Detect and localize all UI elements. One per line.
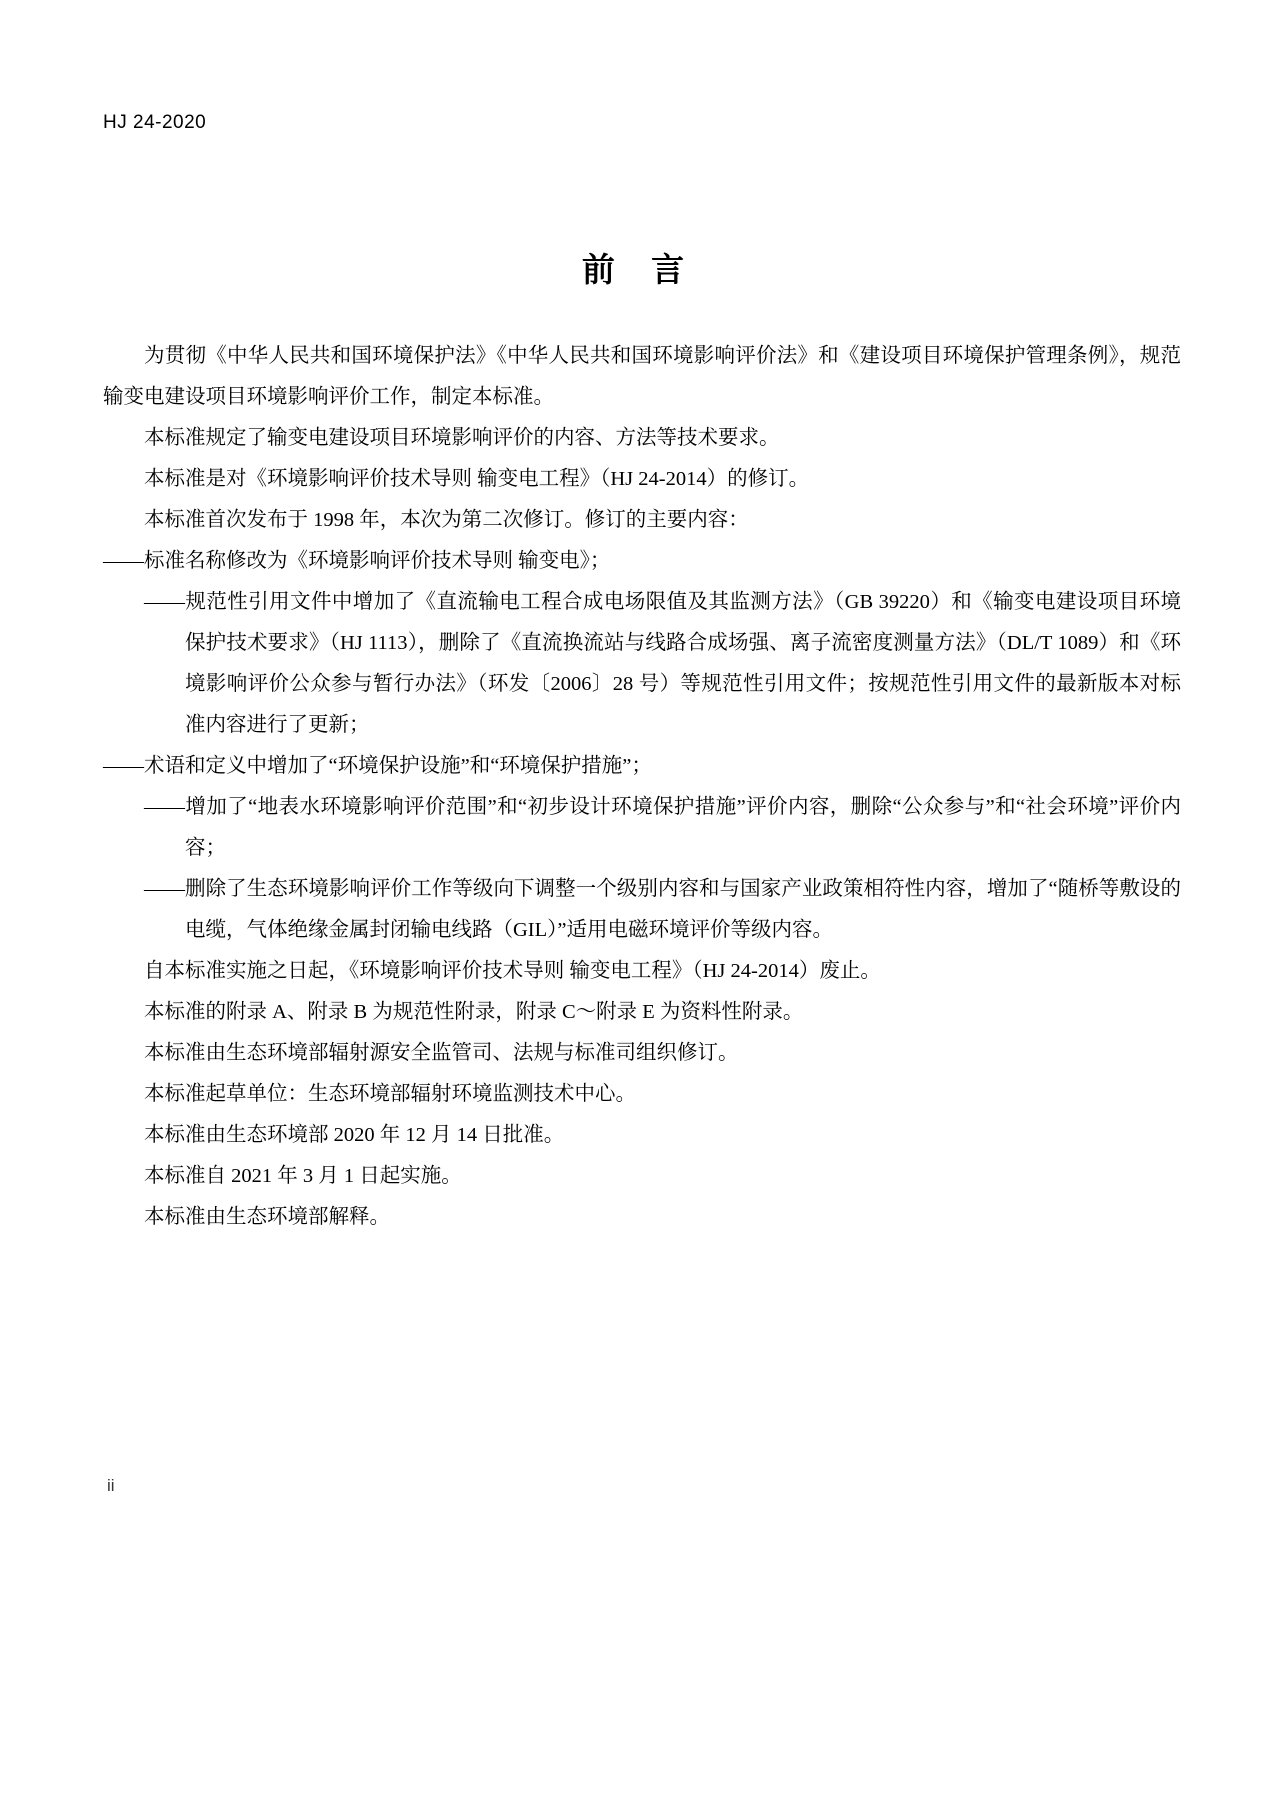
paragraph: 为贯彻《中华人民共和国环境保护法》《中华人民共和国环境影响评价法》和《建设项目环境保护管理条例》，规范输变电建设项目环境影响评价工作，制定本标准。: [103, 345, 1181, 408]
foreword-body: [103, 336, 1181, 1238]
revision-item: ——增加了“地表水环境影响评价范围”和“初步设计环境保护措施”评价内容，删除“公众参与”和“社会环境”评价内容；: [144, 796, 1181, 859]
paragraph: 本标准规定了输变电建设项目环境影响评价的内容、方法等技术要求。: [144, 427, 780, 449]
paragraph: 本标准自 2021 年 3 月 1 日起实施。: [144, 1165, 462, 1187]
revision-item: ——术语和定义中增加了“环境保护设施”和“环境保护措施”；: [103, 755, 652, 777]
paragraph: 本标准是对《环境影响评价技术导则 输变电工程》（HJ 24-2014）的修订。: [144, 468, 810, 490]
paragraph: 自本标准实施之日起，《环境影响评价技术导则 输变电工程》（HJ 24-2014）废止。: [144, 960, 881, 982]
paragraph: 本标准的附录 A、附录 B 为规范性附录，附录 C～附录 E 为资料性附录。: [144, 1001, 804, 1023]
revision-item: ——规范性引用文件中增加了《直流输电工程合成电场限值及其监测方法》（GB 39220）和《输变电建设项目环境保护技术要求》（HJ 1113），删除了《直流换流站与线路合成场强、离子流密度测量方法》（DL/T 1089）和《环境影响评价公众参与暂行办法》（环发〔2006〕28 号）等规范性引用文件；按规范性引用文件的最新版本对标准内容进行了更新；: [144, 591, 1181, 736]
page-title: 前 言: [581, 253, 699, 289]
paragraph: 本标准由生态环境部辐射源安全监管司、法规与标准司组织修订。: [144, 1042, 739, 1064]
page-number: ii: [107, 1476, 115, 1495]
paragraph: 本标准首次发布于 1998 年，本次为第二次修订。修订的主要内容：: [144, 509, 749, 531]
paragraph: 本标准由生态环境部解释。: [144, 1206, 390, 1228]
revision-item: ——标准名称修改为《环境影响评价技术导则 输变电》；: [103, 550, 611, 572]
standard-code-header: HJ 24-2020: [103, 112, 207, 133]
paragraph: 本标准起草单位：生态环境部辐射环境监测技术中心。: [144, 1083, 636, 1105]
revision-item: ——删除了生态环境影响评价工作等级向下调整一个级别内容和与国家产业政策相符性内容，增加了“随桥等敷设的电缆，气体绝缘金属封闭输电线路（GIL）”适用电磁环境评价等级内容。: [144, 878, 1181, 941]
paragraph: 本标准由生态环境部 2020 年 12 月 14 日批准。: [144, 1124, 565, 1146]
